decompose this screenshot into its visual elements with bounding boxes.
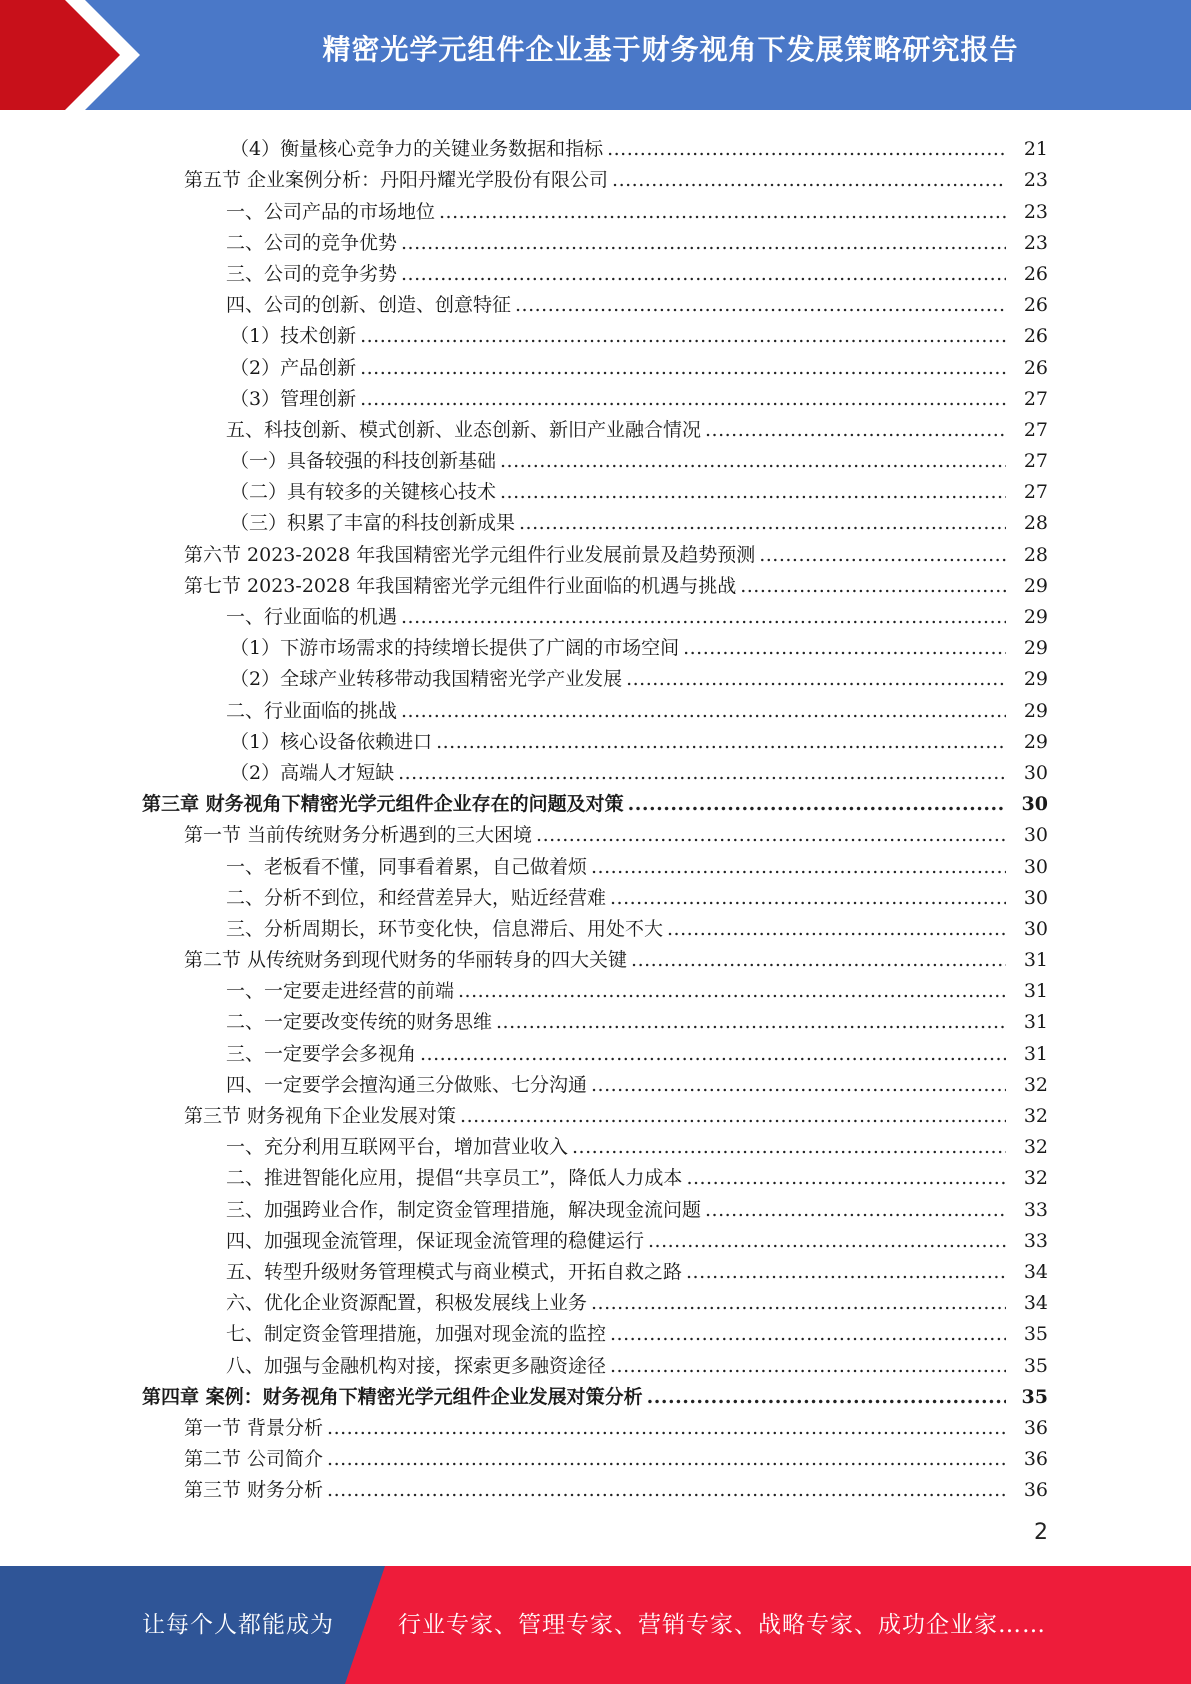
toc-entry-label: 六、优化企业资源配置，积极发展线上业务 (226, 1294, 591, 1313)
toc-entry-label: 一、一定要走进经营的前端 (226, 982, 458, 1001)
toc-entry[interactable] (0, 222, 1191, 253)
toc-entry[interactable] (0, 1251, 1191, 1282)
toc-dot-leader (536, 826, 1006, 845)
toc-entry[interactable] (0, 533, 1191, 564)
toc-dot-leader (591, 1294, 1006, 1313)
toc-entry-label: （1）技术创新 (230, 327, 360, 346)
toc-entry-label: 第五节 企业案例分析：丹阳丹耀光学股份有限公司 (184, 171, 612, 190)
toc-dot-leader (360, 390, 1006, 409)
toc-entry-label: （二）具有较多的关键核心技术 (230, 483, 500, 502)
toc-entry-label: 第七节 2023-2028 年我国精密光学元组件行业面临的机遇与挑战 (184, 577, 740, 596)
toc-entry-page: 26 (1023, 294, 1048, 317)
toc-entry-label: 二、推进智能化应用，提倡“共享员工”，降低人力成本 (226, 1169, 686, 1188)
toc-dot-leader (401, 234, 1006, 253)
footer-slogan-right: 行业专家、管理专家、营销专家、战略专家、成功企业家…… (398, 1612, 1046, 1638)
toc-entry-label: 一、充分利用互联网平台，增加营业收入 (226, 1138, 572, 1157)
toc-entry-label: （2）全球产业转移带动我国精密光学产业发展 (230, 670, 626, 689)
toc-dot-leader (500, 452, 1006, 471)
toc-entry-label: （3）管理创新 (230, 390, 360, 409)
chevron-logo-icon (0, 0, 150, 110)
toc-entry[interactable] (0, 1376, 1191, 1407)
toc-entry-page: 27 (1023, 418, 1048, 441)
toc-dot-leader (436, 733, 1006, 752)
toc-entry[interactable] (0, 471, 1191, 502)
toc-entry-page: 23 (1023, 231, 1048, 254)
toc-entry-label: 三、分析周期长，环节变化快，信息滞后、用处不大 (226, 920, 667, 939)
toc-dot-leader (591, 1076, 1006, 1095)
toc-entry[interactable] (0, 596, 1191, 627)
toc-entry-page: 32 (1023, 1073, 1048, 1096)
toc-entry-page: 29 (1023, 637, 1048, 660)
toc-entry-label: 第二节 从传统财务到现代财务的华丽转身的四大关键 (184, 951, 631, 970)
report-title: 精密光学元组件企业基于财务视角下发展策略研究报告 (322, 33, 1019, 66)
toc-entry[interactable] (0, 1220, 1191, 1251)
toc-dot-leader (667, 920, 1006, 939)
toc-entry-label: 一、公司产品的市场地位 (226, 203, 439, 222)
toc-entry-label: 四、一定要学会擅沟通三分做账、七分沟通 (226, 1076, 591, 1095)
toc-dot-leader (458, 982, 1006, 1001)
toc-dot-leader (686, 1263, 1006, 1282)
toc-entry[interactable] (0, 1438, 1191, 1469)
toc-entry[interactable] (0, 1469, 1191, 1500)
toc-entry-page: 35 (1023, 1323, 1048, 1346)
toc-entry-page: 29 (1023, 699, 1048, 722)
toc-entry-label: 五、科技创新、模式创新、业态创新、新旧产业融合情况 (226, 421, 705, 440)
toc-entry-page: 28 (1023, 512, 1048, 535)
toc-entry[interactable] (0, 1282, 1191, 1313)
toc-entry-page: 26 (1023, 262, 1048, 285)
toc-entry[interactable] (0, 190, 1191, 221)
toc-entry-page: 30 (1023, 824, 1048, 847)
toc-entry-page: 29 (1023, 606, 1048, 628)
toc-entry-label: 第一节 背景分析 (184, 1419, 327, 1438)
toc-dot-leader (401, 702, 1006, 721)
toc-entry[interactable] (0, 1344, 1191, 1375)
toc-entry-page: 32 (1023, 1105, 1048, 1127)
toc-entry-label: （4）衡量核心竞争力的关键业务数据和指标 (230, 140, 607, 159)
toc-entry-page: 23 (1023, 200, 1048, 223)
toc-dot-leader (401, 608, 1006, 627)
toc-dot-leader (460, 1107, 1006, 1126)
toc-dot-leader (612, 171, 1006, 190)
toc-entry-page: 29 (1023, 574, 1048, 597)
toc-entry-page: 33 (1023, 1229, 1048, 1252)
toc-entry-label: 一、老板看不懂，同事看着累，自己做着烦 (226, 858, 591, 877)
toc-dot-leader (572, 1138, 1006, 1157)
toc-entry[interactable] (0, 346, 1191, 377)
toc-entry[interactable] (0, 1126, 1191, 1157)
toc-entry[interactable] (0, 284, 1191, 315)
toc-dot-leader (683, 639, 1006, 658)
toc-entry[interactable] (0, 159, 1191, 190)
toc-entry-label: （1）核心设备依赖进口 (230, 733, 436, 752)
toc-entry-page: 26 (1023, 356, 1048, 379)
toc-entry-page: 36 (1023, 1416, 1048, 1439)
toc-dot-leader (591, 858, 1006, 877)
toc-dot-leader (607, 140, 1006, 159)
footer-banner (0, 1566, 1191, 1684)
toc-entry-page: 29 (1023, 730, 1048, 753)
toc-dot-leader (327, 1450, 1006, 1469)
toc-entry[interactable] (0, 1407, 1191, 1438)
toc-entry-label: 第六节 2023-2028 年我国精密光学元组件行业发展前景及趋势预测 (184, 546, 759, 565)
toc-dot-leader (648, 1232, 1006, 1251)
toc-dot-leader (740, 577, 1006, 596)
toc-entry-label: 三、加强跨业合作，制定资金管理措施，解决现金流问题 (226, 1201, 705, 1220)
footer-slogan-left: 让每个人都能成为 (142, 1612, 334, 1638)
toc-entry-page: 30 (1023, 855, 1048, 878)
toc-entry[interactable] (0, 409, 1191, 440)
toc-entry-page: 32 (1023, 1167, 1048, 1190)
toc-entry-label: 第一节 当前传统财务分析遇到的三大困境 (184, 826, 536, 845)
toc-entry-page: 31 (1023, 1011, 1048, 1034)
toc-dot-leader (626, 670, 1006, 689)
toc-entry-page: 30 (1023, 886, 1048, 909)
toc-dot-leader (705, 421, 1006, 440)
toc-entry-label: 八、加强与金融机构对接，探索更多融资途径 (226, 1357, 610, 1376)
toc-entry[interactable] (0, 440, 1191, 471)
toc-dot-leader (496, 1013, 1006, 1032)
toc-dot-leader (360, 359, 1006, 378)
toc-entry-label: （三）积累了丰富的科技创新成果 (230, 514, 519, 533)
toc-entry-label: 一、行业面临的机遇 (226, 608, 401, 627)
toc-entry-label: 第四章 案例：财务视角下精密光学元组件企业发展对策分析 (142, 1388, 647, 1407)
toc-entry[interactable] (0, 721, 1191, 752)
toc-entry-page: 31 (1023, 1042, 1048, 1065)
toc-dot-leader (360, 327, 1006, 346)
toc-entry-page: 34 (1023, 1260, 1048, 1283)
toc-entry-label: 三、一定要学会多视角 (226, 1045, 420, 1064)
toc-dot-leader (610, 1357, 1006, 1376)
toc-entry-page: 35 (1021, 1385, 1048, 1408)
toc-entry-label: 第三章 财务视角下精密光学元组件企业存在的问题及对策 (142, 795, 628, 814)
toc-entry[interactable] (0, 939, 1191, 970)
toc-dot-leader (686, 1169, 1006, 1188)
toc-entry-page: 30 (1023, 917, 1048, 940)
toc-dot-leader (759, 546, 1006, 565)
toc-dot-leader (610, 1325, 1006, 1344)
toc-entry-page: 29 (1023, 668, 1048, 691)
toc-entry-label: 三、公司的竞争劣势 (226, 265, 401, 284)
toc-entry[interactable] (0, 128, 1191, 159)
toc-entry-label: （1）下游市场需求的持续增长提供了广阔的市场空间 (230, 639, 683, 658)
toc-entry[interactable] (0, 783, 1191, 814)
toc-entry[interactable] (0, 908, 1191, 939)
toc-entry[interactable] (0, 253, 1191, 284)
toc-entry-page: 27 (1023, 450, 1048, 473)
toc-entry[interactable] (0, 1095, 1191, 1126)
toc-entry-label: 二、行业面临的挑战 (226, 702, 401, 721)
toc-entry-label: 第三节 财务视角下企业发展对策 (184, 1107, 460, 1126)
toc-entry[interactable] (0, 565, 1191, 596)
toc-dot-leader (705, 1201, 1006, 1220)
toc-entry-label: 第三节 财务分析 (184, 1481, 327, 1500)
page-number: 2 (1034, 1520, 1048, 1545)
toc-dot-leader (610, 889, 1006, 908)
toc-dot-leader (628, 795, 1006, 814)
toc-entry[interactable] (0, 378, 1191, 409)
toc-entry-label: 四、公司的创新、创造、创意特征 (226, 296, 515, 315)
toc-entry-label: 七、制定资金管理措施，加强对现金流的监控 (226, 1325, 610, 1344)
toc-entry-page: 33 (1023, 1198, 1048, 1221)
toc-entry[interactable] (0, 1064, 1191, 1095)
toc-entry-page: 34 (1023, 1292, 1048, 1315)
toc-entry-page: 23 (1023, 169, 1048, 192)
toc-entry[interactable] (0, 970, 1191, 1001)
toc-entry-label: 二、一定要改变传统的财务思维 (226, 1013, 496, 1032)
toc-dot-leader (515, 296, 1006, 315)
toc-entry-label: 二、公司的竞争优势 (226, 234, 401, 253)
toc-entry-page: 27 (1023, 481, 1048, 504)
toc-entry-label: （一）具备较强的科技创新基础 (230, 452, 500, 471)
toc-entry[interactable] (0, 658, 1191, 689)
toc-entry[interactable] (0, 814, 1191, 845)
toc-entry[interactable] (0, 1157, 1191, 1188)
toc-dot-leader (519, 514, 1006, 533)
toc-dot-leader (327, 1481, 1006, 1500)
toc-dot-leader (420, 1045, 1006, 1064)
toc-dot-leader (398, 764, 1006, 783)
toc-dot-leader (647, 1388, 1006, 1407)
toc-dot-leader (500, 483, 1006, 502)
toc-entry-page: 21 (1023, 138, 1048, 161)
toc-dot-leader (327, 1419, 1006, 1438)
toc-entry[interactable] (0, 1313, 1191, 1344)
toc-entry[interactable] (0, 627, 1191, 658)
toc-entry-page: 28 (1023, 543, 1048, 566)
toc-entry-page: 36 (1023, 1448, 1048, 1471)
toc-entry[interactable] (0, 845, 1191, 876)
table-of-contents (0, 128, 1191, 1500)
toc-entry[interactable] (0, 502, 1191, 533)
toc-entry[interactable] (0, 315, 1191, 346)
toc-dot-leader (439, 203, 1006, 222)
header-banner (0, 0, 1191, 110)
toc-entry-label: （2）产品创新 (230, 359, 360, 378)
toc-entry-page: 30 (1023, 761, 1048, 784)
toc-entry-page: 31 (1023, 949, 1048, 972)
toc-entry-page: 26 (1023, 325, 1048, 348)
toc-entry[interactable] (0, 1188, 1191, 1219)
toc-entry-label: 五、转型升级财务管理模式与商业模式，开拓自救之路 (226, 1263, 686, 1282)
toc-entry-label: 四、加强现金流管理，保证现金流管理的稳健运行 (226, 1232, 648, 1251)
toc-dot-leader (401, 265, 1006, 284)
toc-entry-label: （2）高端人才短缺 (230, 764, 398, 783)
toc-entry[interactable] (0, 1032, 1191, 1063)
toc-entry-page: 30 (1021, 793, 1048, 816)
toc-entry-page: 32 (1023, 1136, 1048, 1159)
toc-entry-page: 27 (1023, 387, 1048, 410)
toc-entry-page: 35 (1023, 1354, 1048, 1377)
toc-entry[interactable] (0, 877, 1191, 908)
toc-entry-page: 36 (1023, 1479, 1048, 1502)
toc-entry[interactable] (0, 1001, 1191, 1032)
toc-entry[interactable] (0, 752, 1191, 783)
toc-entry[interactable] (0, 689, 1191, 720)
toc-dot-leader (631, 951, 1006, 970)
toc-entry-page: 31 (1023, 980, 1048, 1003)
toc-entry-label: 第二节 公司简介 (184, 1450, 327, 1469)
toc-entry-label: 二、分析不到位，和经营差异大，贴近经营难 (226, 889, 610, 908)
